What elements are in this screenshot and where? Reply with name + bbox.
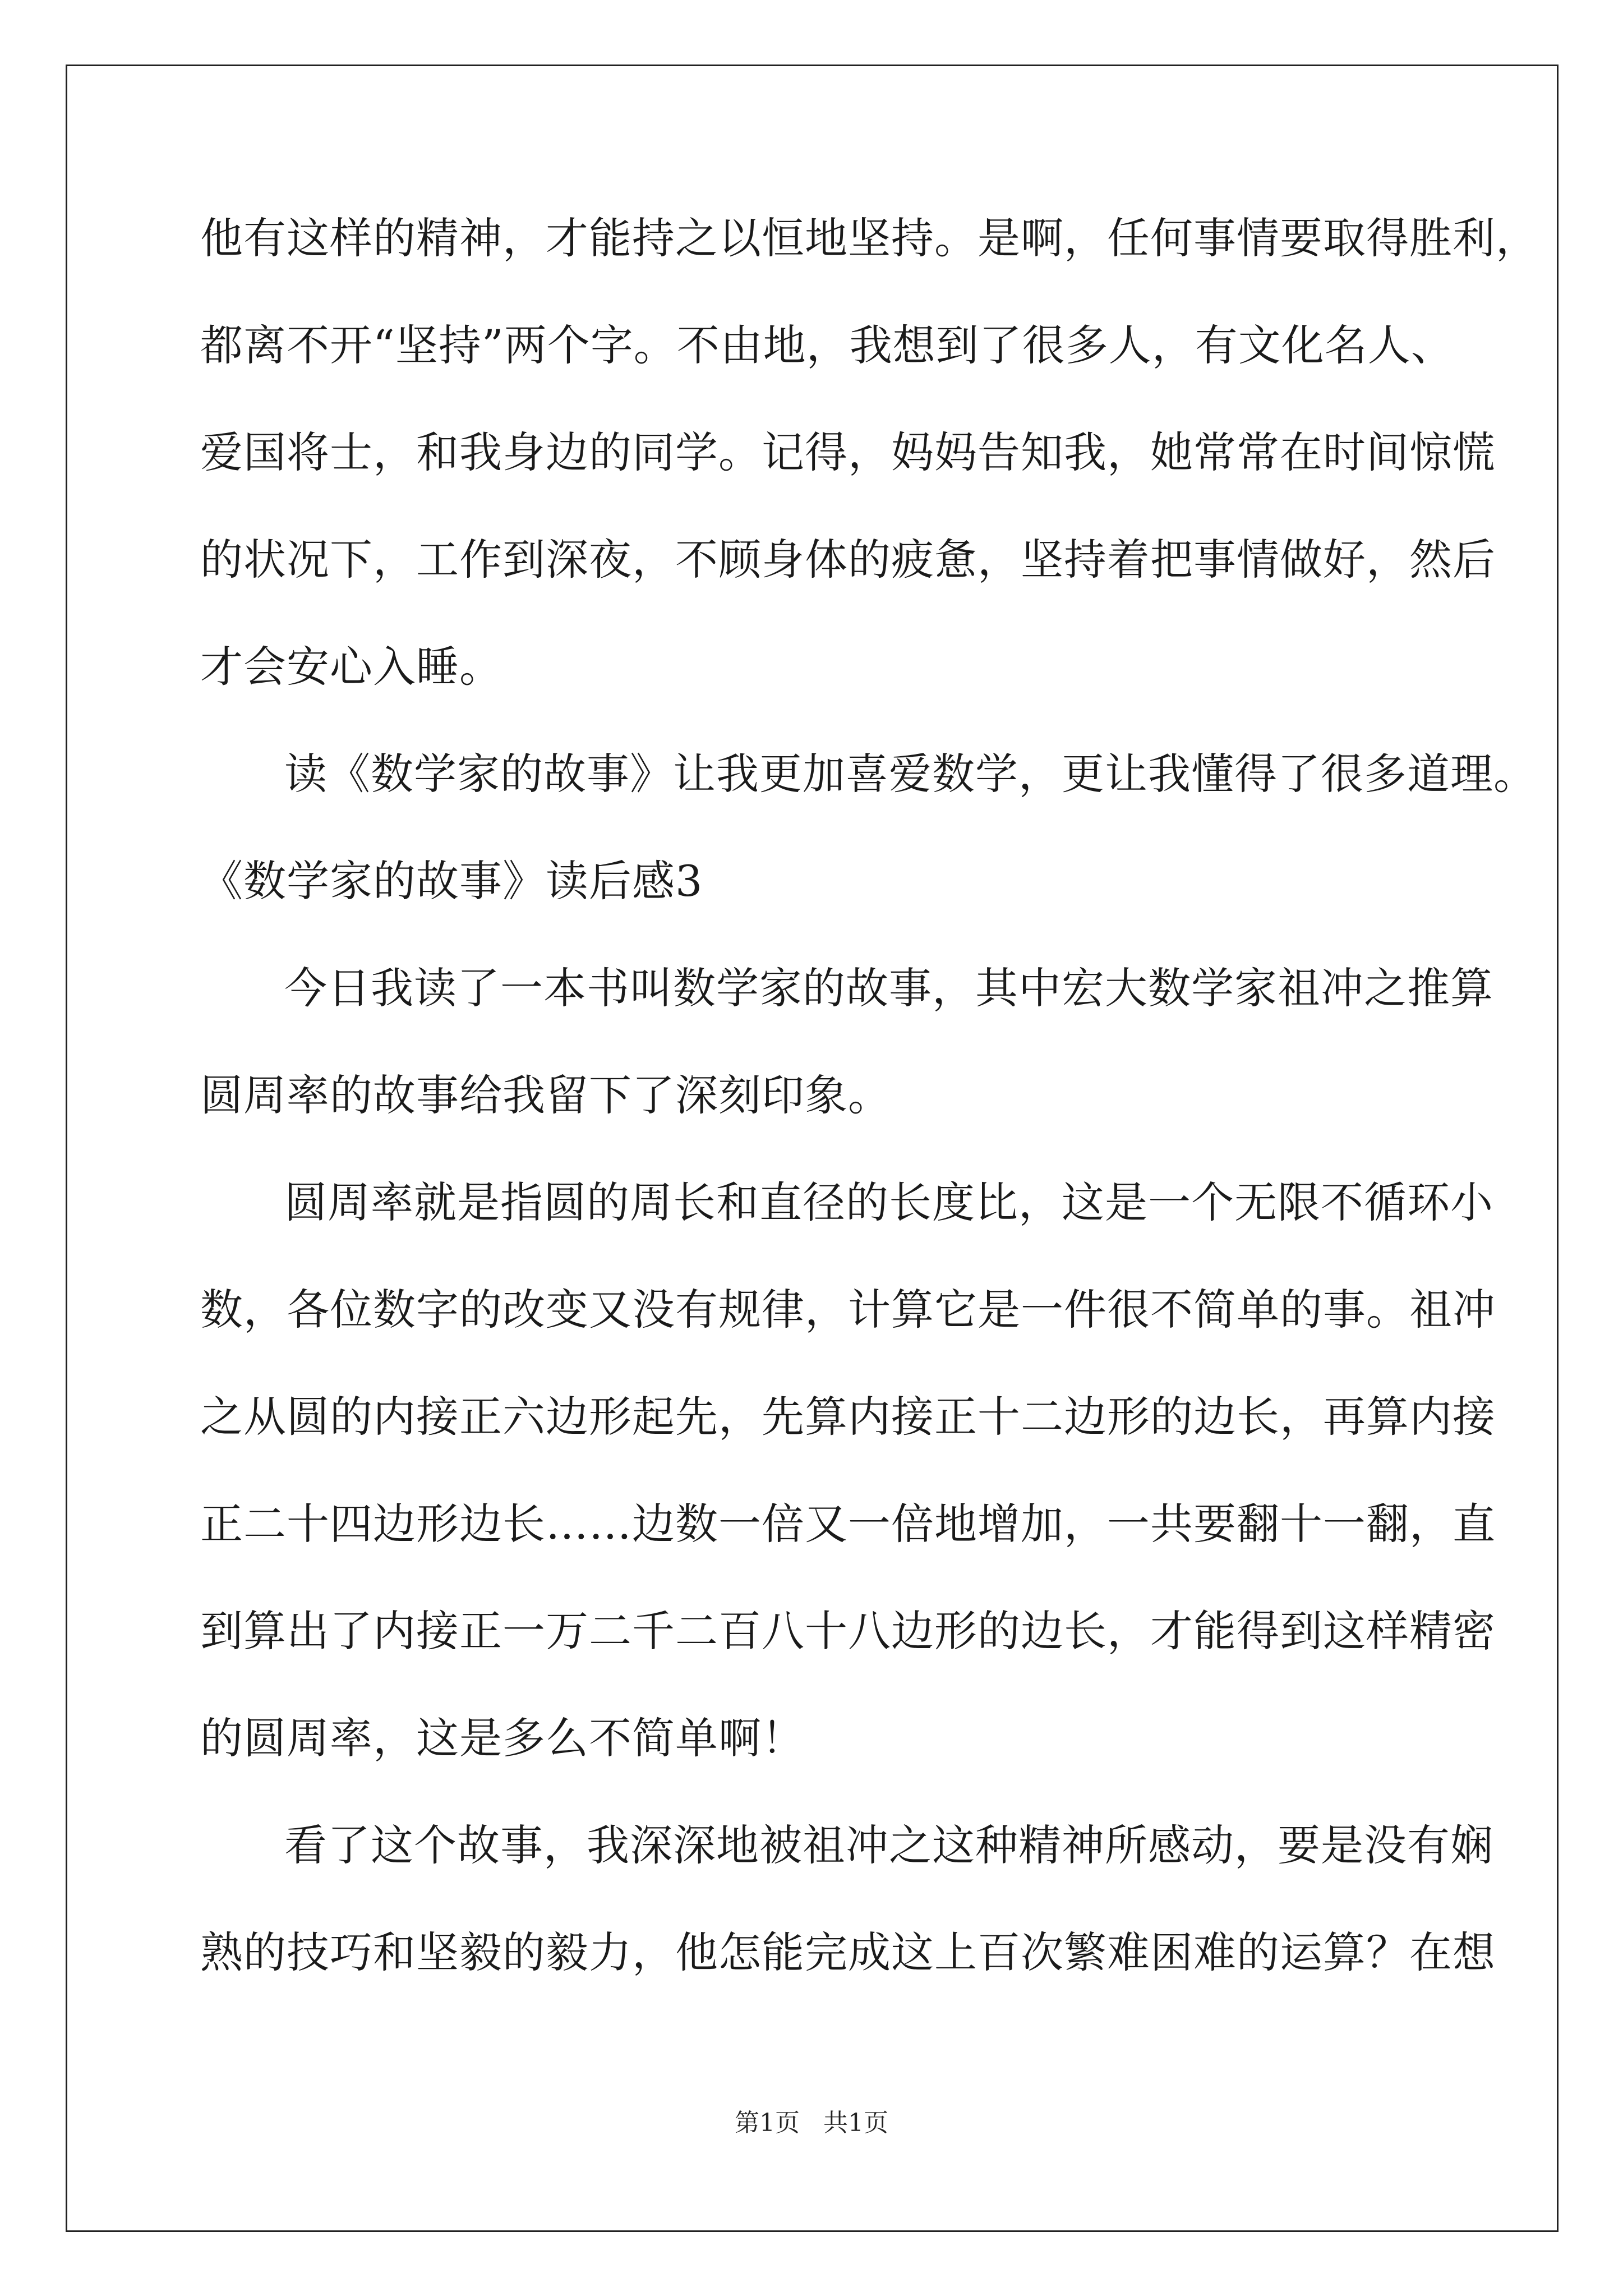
text-line: 熟的技巧和坚毅的毅力，他怎能完成这上百次繁难困难的运算？在想 — [200, 1927, 1496, 1977]
text-line: 数，各位数字的改变又没有规律，计算它是一件很不简单的事。祖冲 — [200, 1285, 1496, 1335]
page-number-footer: 第1页 共1页 — [735, 2109, 888, 2137]
text-line: 才会安心入睡。 — [200, 642, 502, 692]
text-line: 他有这样的精神，才能持之以恒地坚持。是啊，任何事情要取得胜利， — [200, 213, 1539, 263]
document-body — [200, 202, 1539, 2023]
text-line: 到算出了内接正一万二千二百八十八边形的边长，才能得到这样精密 — [200, 1606, 1496, 1656]
text-line: 都离不开“坚持”两个字。不由地，我想到了很多人，有文化名人、 — [200, 320, 1454, 370]
text-line: 正二十四边形边长……边数一倍又一倍地增加，一共要翻十一翻，直 — [200, 1499, 1496, 1549]
paragraph-start-line: 读《数学家的故事》让我更加喜爱数学，更让我懂得了很多道理。 — [284, 749, 1537, 799]
section-heading: 《数学家的故事》读后感3 — [200, 856, 703, 906]
text-line: 的圆周率，这是多么不简单啊！ — [200, 1713, 805, 1763]
text-line: 圆周率的故事给我留下了深刻印象。 — [200, 1070, 891, 1120]
paragraph-start-line: 圆周率就是指圆的周长和直径的长度比，这是一个无限不循环小 — [284, 1177, 1493, 1227]
text-line: 爱国将士，和我身边的同学。记得，妈妈告知我，她常常在时间惊慌 — [200, 427, 1496, 477]
paragraph-start-line: 看了这个故事，我深深地被祖冲之这种精神所感动，要是没有娴 — [284, 1820, 1493, 1870]
paragraph-start-line: 今日我读了一本书叫数学家的故事，其中宏大数学家祖冲之推算 — [284, 963, 1493, 1013]
text-line: 之从圆的内接正六边形起先，先算内接正十二边形的边长，再算内接 — [200, 1392, 1496, 1442]
text-line: 的状况下，工作到深夜，不顾身体的疲惫，坚持着把事情做好，然后 — [200, 535, 1496, 585]
